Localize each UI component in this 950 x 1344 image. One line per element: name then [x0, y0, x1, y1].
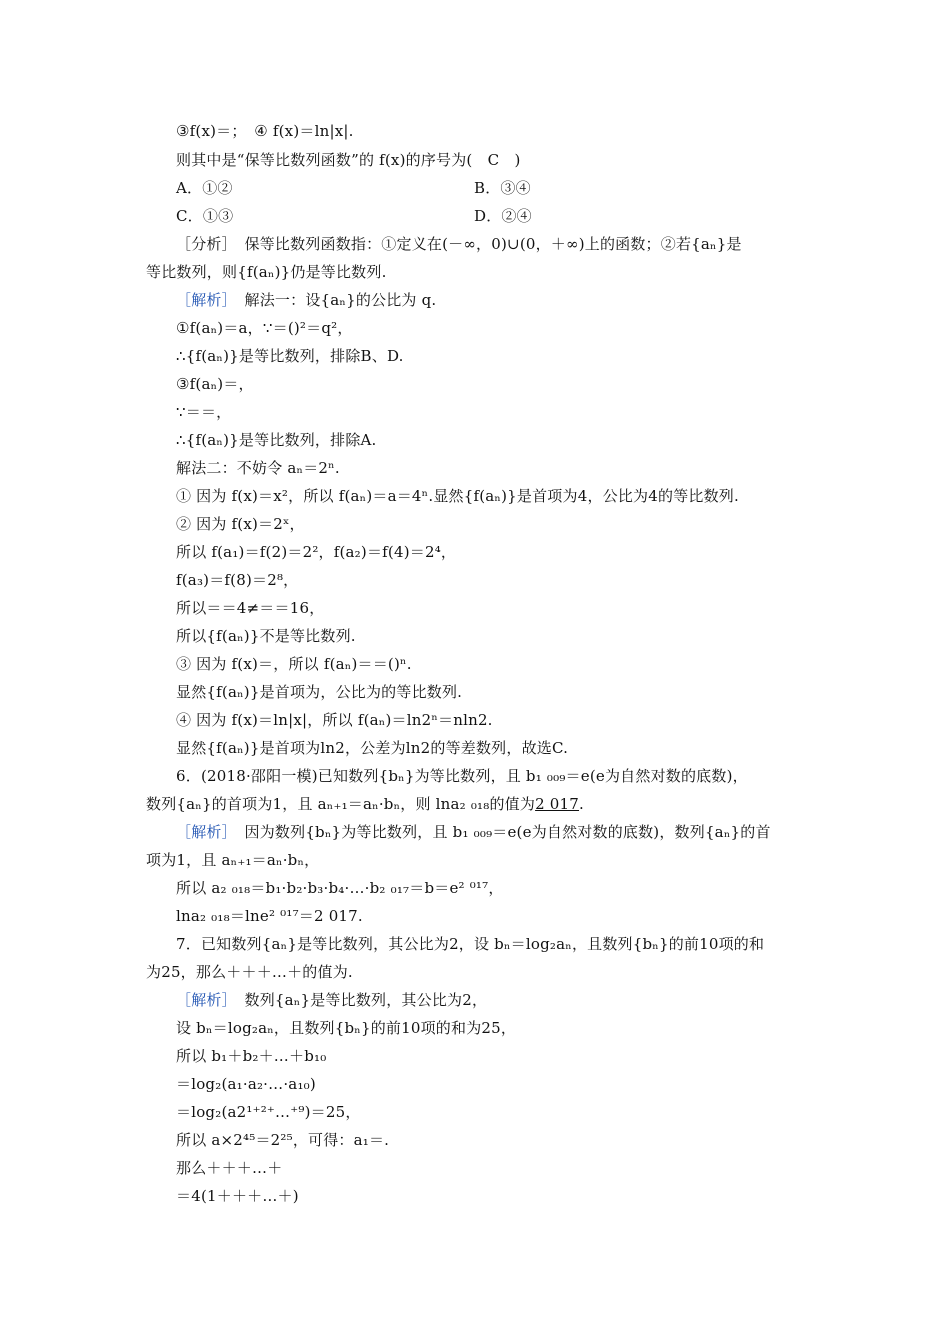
analysis-tag: ［解析］	[176, 823, 230, 841]
line-text: f(a₃)＝f(8)＝2⁸，	[176, 571, 299, 589]
text-line	[176, 654, 412, 674]
line-text: 等比数列，则{f(aₙ)}仍是等比数列.	[146, 263, 387, 281]
line-text: ＝4(1＋＋＋…＋)	[176, 1187, 299, 1205]
line-text: 6．(2018·邵阳一模)已知数列{bₙ}为等比数列，且 b₁ ₀₀₉＝e(e为自然对数的底数)，	[176, 767, 748, 785]
text-line	[176, 346, 404, 366]
line-text: 所以 b₁＋b₂＋…＋b₁₀	[176, 1047, 327, 1065]
text-line	[176, 1186, 299, 1206]
line-text: ② 因为 f(x)＝2ˣ，	[176, 515, 305, 533]
line-text: 解法二：不妨令 aₙ＝2ⁿ.	[176, 459, 340, 477]
text-line	[176, 150, 521, 170]
line-text: ∵＝＝，	[176, 403, 232, 421]
line-text: 为25，那么＋＋＋…＋的值为.	[146, 963, 353, 981]
line-text: 显然{f(aₙ)}是首项为ln2，公差为ln2的等差数列，故选C.	[176, 739, 569, 757]
text-line	[176, 402, 231, 422]
text-line	[176, 542, 456, 562]
text-line	[176, 1158, 282, 1178]
line-text: ③f(x)＝； ④ f(x)＝ln|x|.	[176, 122, 354, 140]
option-right: D．②④	[474, 207, 532, 225]
text-line	[176, 570, 298, 590]
line-text: C．①③	[176, 207, 234, 225]
option-right: B．③④	[474, 179, 531, 197]
text-line	[176, 682, 462, 702]
line-text: 所以 f(a₁)＝f(2)＝2²，f(a₂)＝f(4)＝2⁴，	[176, 543, 457, 561]
text-line	[176, 374, 254, 394]
text-line	[176, 178, 233, 198]
line-text: 所以 a×2⁴⁵＝2²⁵，可得：a₁＝.	[176, 1131, 390, 1149]
text-line	[176, 458, 340, 478]
text-line	[176, 1074, 316, 1094]
text-line	[176, 121, 354, 141]
text-line	[176, 206, 233, 226]
text-line	[176, 738, 568, 758]
text-line	[176, 514, 305, 534]
line-text: ∴{f(aₙ)}是等比数列，排除A.	[176, 431, 377, 449]
text-line	[146, 850, 319, 870]
line-text: ④ 因为 f(x)＝ln|x|，所以 f(aₙ)＝ln2ⁿ＝nln2.	[176, 711, 493, 729]
text-line	[176, 934, 764, 954]
line-text: ＝log₂(a2¹⁺²⁺…⁺⁹)＝25，	[176, 1103, 361, 1121]
text-line	[176, 822, 771, 842]
line-text: ③ 因为 f(x)＝，所以 f(aₙ)＝＝()ⁿ.	[176, 655, 412, 673]
line-text: 7．已知数列{aₙ}是等比数列，其公比为2，设 bₙ＝log₂aₙ，且数列{bₙ}的前10项的和	[176, 935, 765, 953]
text-line	[146, 794, 584, 814]
text-line	[176, 878, 504, 898]
line-text: 所以＝＝4≠＝＝16，	[176, 599, 325, 617]
text-line	[176, 318, 353, 338]
line-text: ＝log₂(a₁·a₂·…·a₁₀)	[176, 1075, 316, 1093]
text-line	[176, 430, 377, 450]
text-line	[146, 262, 387, 282]
line-text: ［分析］ 保等比数列函数指：①定义在(－∞，0)∪(0，＋∞)上的函数；②若{aₙ}是	[176, 235, 742, 253]
line-text: 设 bₙ＝log₂aₙ，且数列{bₙ}的前10项的和为25，	[176, 1019, 517, 1037]
text-line	[146, 962, 353, 982]
text-line	[176, 598, 324, 618]
line-text: ③f(aₙ)＝，	[176, 375, 254, 393]
text-line	[176, 906, 363, 926]
line-text: 因为数列{bₙ}为等比数列，且 b₁ ₀₀₉＝e(e为自然对数的底数)，数列{aₙ}的首	[229, 823, 771, 841]
text-line	[176, 710, 493, 730]
line-text: 显然{f(aₙ)}是首项为，公比为的等比数列.	[176, 683, 463, 701]
line-text: ∴{f(aₙ)}是等比数列，排除B、D.	[176, 347, 404, 365]
text-line	[176, 1130, 389, 1150]
text-line	[176, 1046, 326, 1066]
line-text: 那么＋＋＋…＋	[176, 1159, 283, 1177]
line-text: ①f(aₙ)＝a，∵＝()²＝q²，	[176, 319, 353, 337]
text-line	[176, 1018, 516, 1038]
line-text: 数列{aₙ}的首项为1，且 aₙ₊₁＝aₙ·bₙ，则 lna₂ ₀₁₈的值为	[146, 795, 536, 813]
text-line	[176, 766, 748, 786]
text-line	[176, 990, 487, 1010]
answer-blank: 2 017	[535, 795, 580, 813]
text-line	[176, 626, 356, 646]
line-text: 解法一：设{aₙ}的公比为 q.	[229, 291, 437, 309]
analysis-tag: ［解析］	[176, 991, 230, 1009]
line-text: lna₂ ₀₁₈＝lne² ⁰¹⁷＝2 017.	[176, 907, 363, 925]
analysis-tag: ［解析］	[176, 291, 230, 309]
line-text: A．①②	[176, 179, 233, 197]
text-line	[176, 1102, 361, 1122]
text-line	[176, 290, 436, 310]
line-text: 数列{aₙ}是等比数列，其公比为2，	[229, 991, 488, 1009]
line-text: 所以{f(aₙ)}不是等比数列.	[176, 627, 356, 645]
line-text: 所以 a₂ ₀₁₈＝b₁·b₂·b₃·b₄·…·b₂ ₀₁₇＝b＝e² ⁰¹⁷，	[176, 879, 504, 897]
line-text-after: .	[579, 795, 584, 813]
line-text: 则其中是“保等比数列函数”的 f(x)的序号为( C )	[176, 151, 521, 169]
text-line	[176, 486, 739, 506]
line-text: ① 因为 f(x)＝x²，所以 f(aₙ)＝a＝4ⁿ.显然{f(aₙ)}是首项为4，公比为4的等比数列.	[176, 487, 739, 505]
line-text: 项为1，且 aₙ₊₁＝aₙ·bₙ，	[146, 851, 320, 869]
text-line	[176, 234, 742, 254]
